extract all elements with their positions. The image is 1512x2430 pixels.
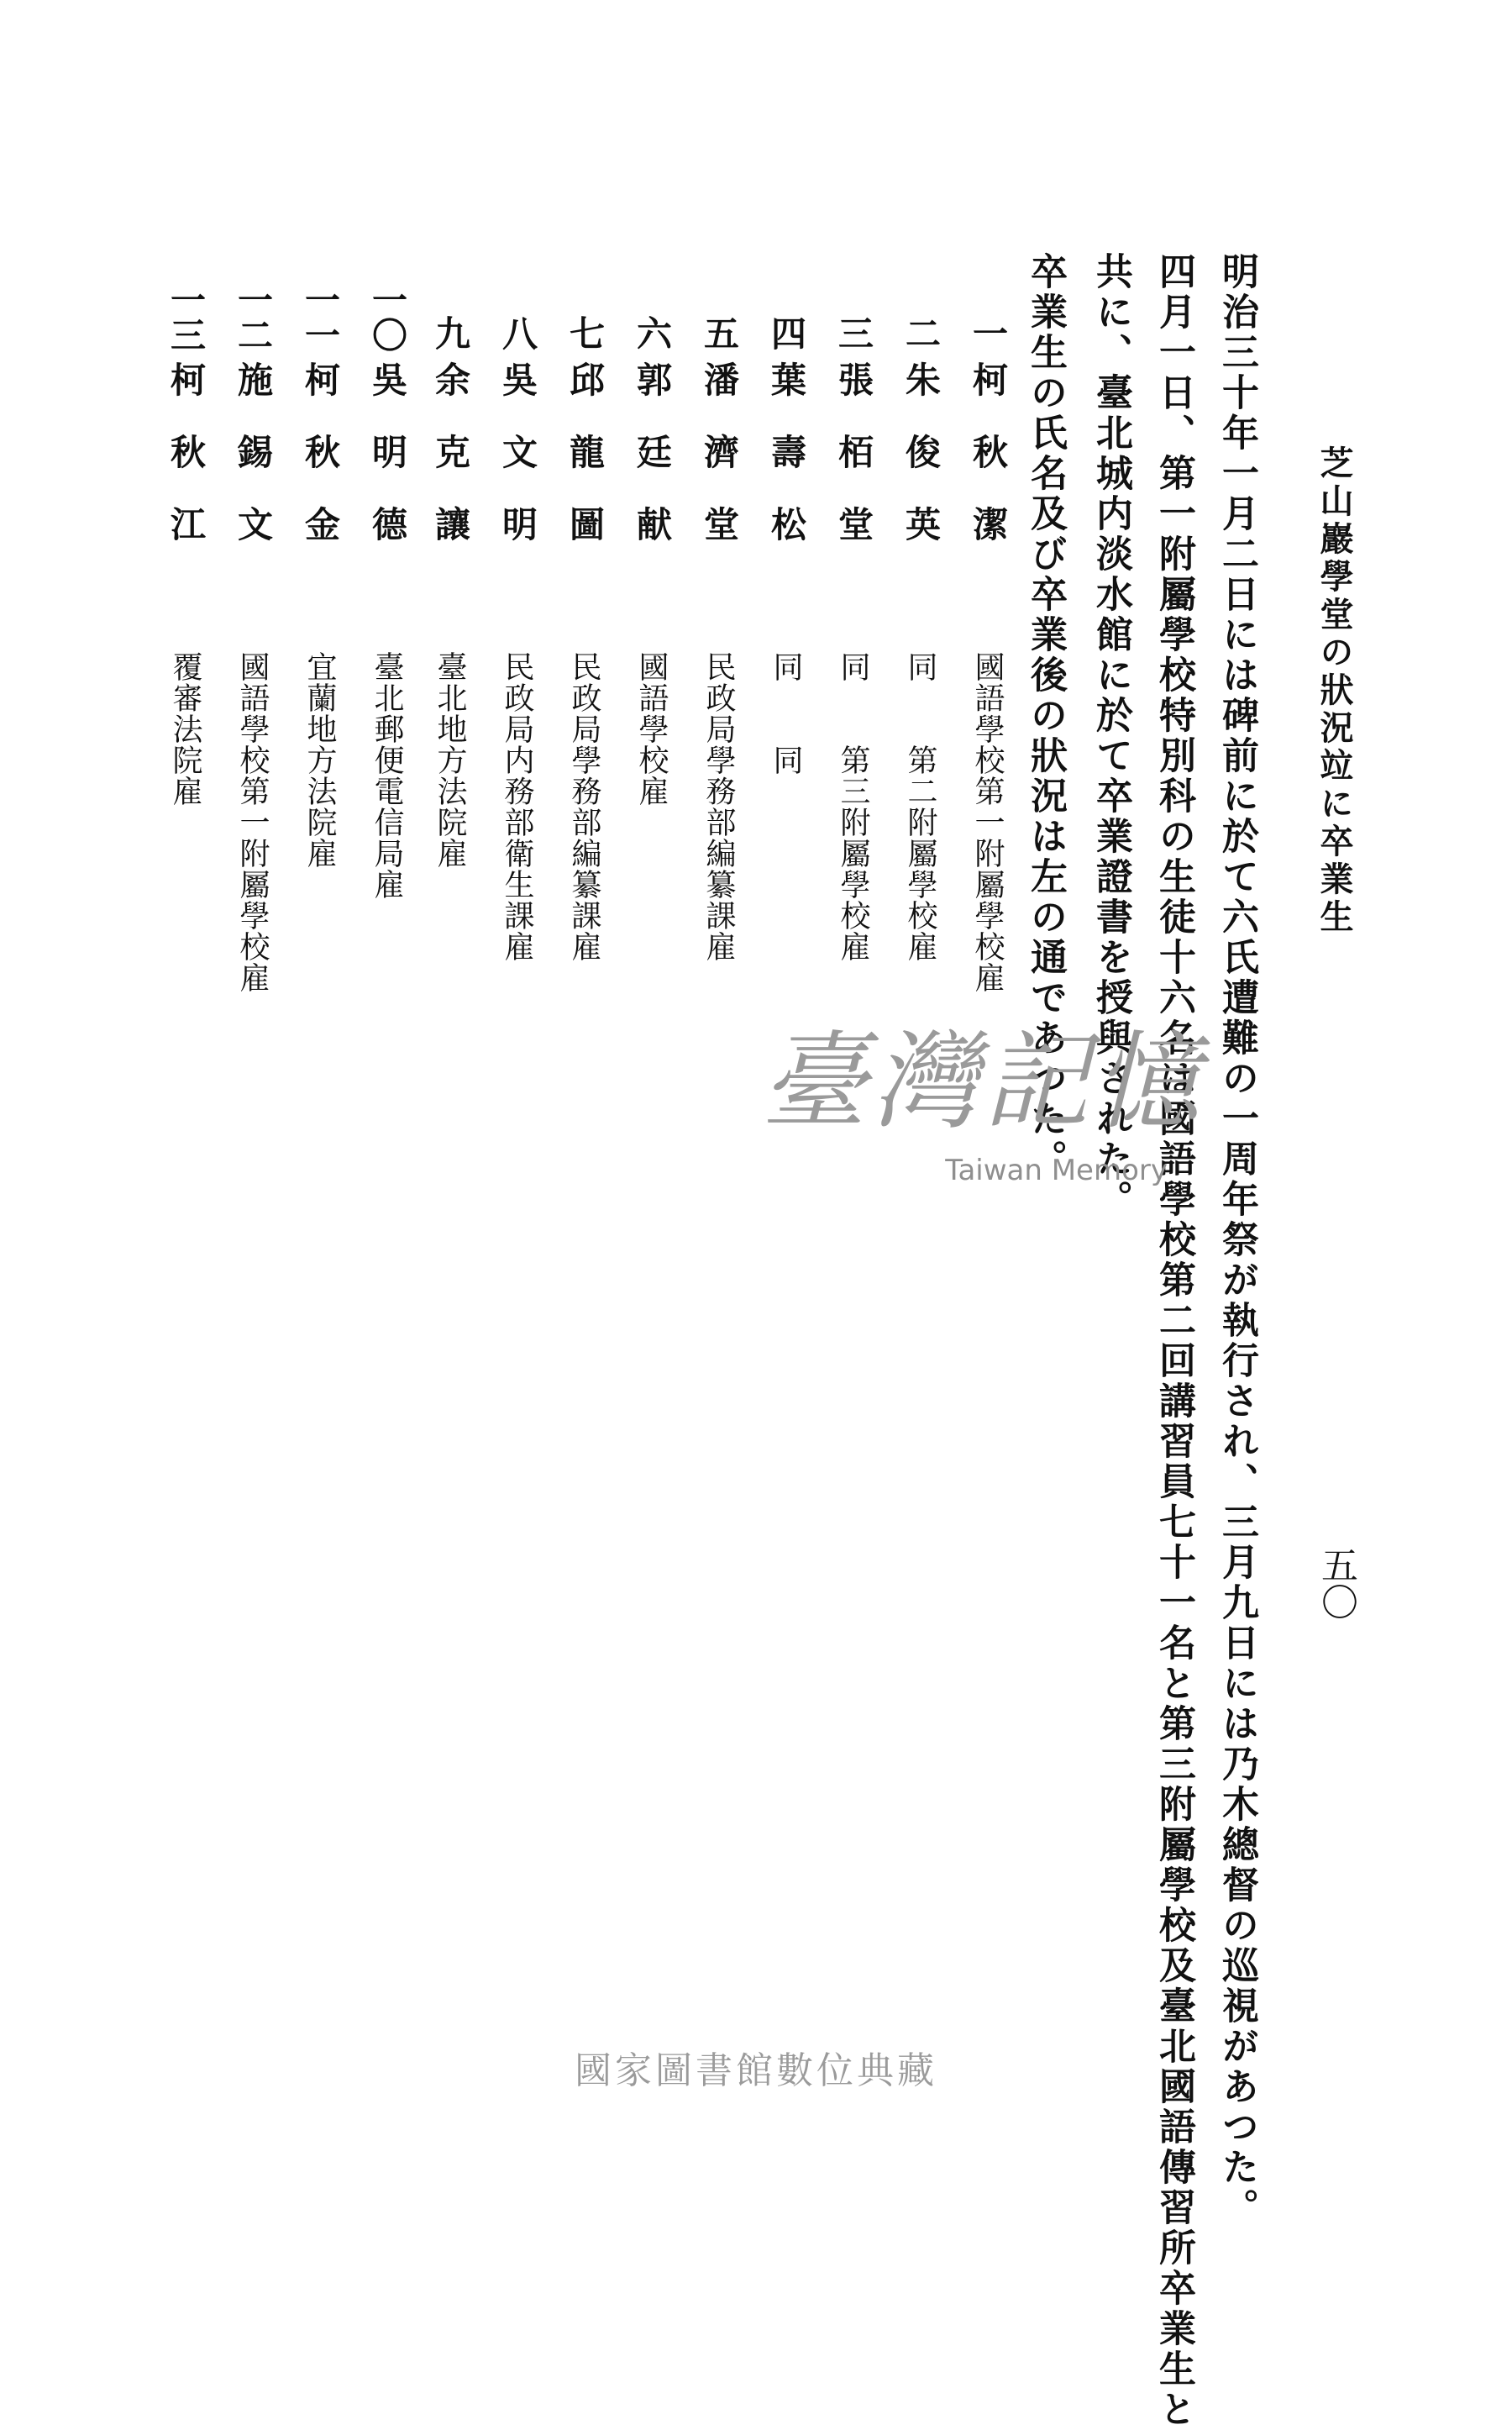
graduate-number: 三 <box>833 315 874 350</box>
graduate-employment: 國語學校第一附屬學校雇 <box>235 651 270 993</box>
graduate-number: 七 <box>564 315 606 350</box>
graduate-employment: 覆審法院雇 <box>168 651 202 807</box>
graduate-employment: 民政局内務部衛生課雇 <box>500 651 534 962</box>
graduate-name: 柯秋金 <box>300 361 341 578</box>
graduate-employment: 同 第三附屬學校雇 <box>836 651 870 962</box>
graduate-name: 邱龍圖 <box>564 361 606 578</box>
graduate-name: 柯秋潔 <box>968 361 1009 578</box>
watermark-english-text: Taiwan Memory <box>945 1154 1168 1187</box>
graduate-employment: 宜蘭地方法院雇 <box>302 651 337 869</box>
graduate-employment: 臺北地方法院雇 <box>433 651 467 869</box>
graduate-employment: 臺北郵便電信局雇 <box>370 651 404 900</box>
graduate-number: 四 <box>766 315 807 350</box>
taiwan-memory-watermark <box>739 1020 1226 1189</box>
graduate-name: 朱俊英 <box>900 361 942 578</box>
paragraph-line-1: 明治三十年一月二日には碑前に於て六氏遭難の一周年祭が執行され、三月九日には乃木總督の巡視があつた。 <box>1215 252 1258 2228</box>
running-title: 芝山巖學堂の狀況竝に卒業生 <box>1315 445 1354 937</box>
graduate-number: 九 <box>430 315 471 350</box>
graduate-number: 五 <box>699 315 740 350</box>
graduate-employment: 民政局學務部編纂課雇 <box>567 651 601 962</box>
graduate-employment: 同 第二附屬學校雇 <box>903 651 937 962</box>
graduate-name: 施錫文 <box>233 361 274 578</box>
graduate-name: 張栢堂 <box>833 361 874 578</box>
graduate-name: 葉壽松 <box>766 361 807 578</box>
graduate-name: 郭廷献 <box>632 361 673 578</box>
library-footer: 國家圖書館數位典藏 <box>575 2049 937 2092</box>
graduate-number: 二 <box>900 315 942 350</box>
graduate-number: 一 <box>968 315 1009 350</box>
paragraph-line-4: 卒業生の氏名及び卒業後の狀況は左の通であつた。 <box>1024 252 1067 1180</box>
graduate-number: 一二 <box>233 281 274 352</box>
graduate-name: 柯秋江 <box>165 361 207 578</box>
paragraph-line-2: 四月一日、第一附屬學校特別科の生徒十六名は國語學校第二回講習員七十一名と第三附屬學校及臺北國語傳習所卒業生と <box>1152 252 1195 2430</box>
graduate-name: 吳文明 <box>497 361 538 578</box>
graduate-employment: 民政局學務部編纂課雇 <box>701 651 736 962</box>
graduate-number: 六 <box>632 315 673 350</box>
watermark-chinese-text: 臺灣記憶 <box>761 1020 1205 1144</box>
paragraph-line-3: 共に、臺北城内淡水館に於て卒業證書を授與された。 <box>1089 252 1132 1220</box>
graduate-number: 一〇 <box>367 281 408 352</box>
graduate-employment: 國語學校第一附屬學校雇 <box>970 651 1005 993</box>
graduate-number: 一三 <box>165 281 207 352</box>
graduate-name: 潘濟堂 <box>699 361 740 578</box>
graduate-employment: 國語學校雇 <box>634 651 669 807</box>
page-number: 五〇 <box>1315 1546 1357 1620</box>
graduate-employment: 同 同 <box>769 651 803 776</box>
graduate-number: 一一 <box>300 281 341 352</box>
graduate-name: 余克讓 <box>430 361 471 578</box>
graduate-number: 八 <box>497 315 538 350</box>
graduate-name: 吳明德 <box>367 361 408 578</box>
